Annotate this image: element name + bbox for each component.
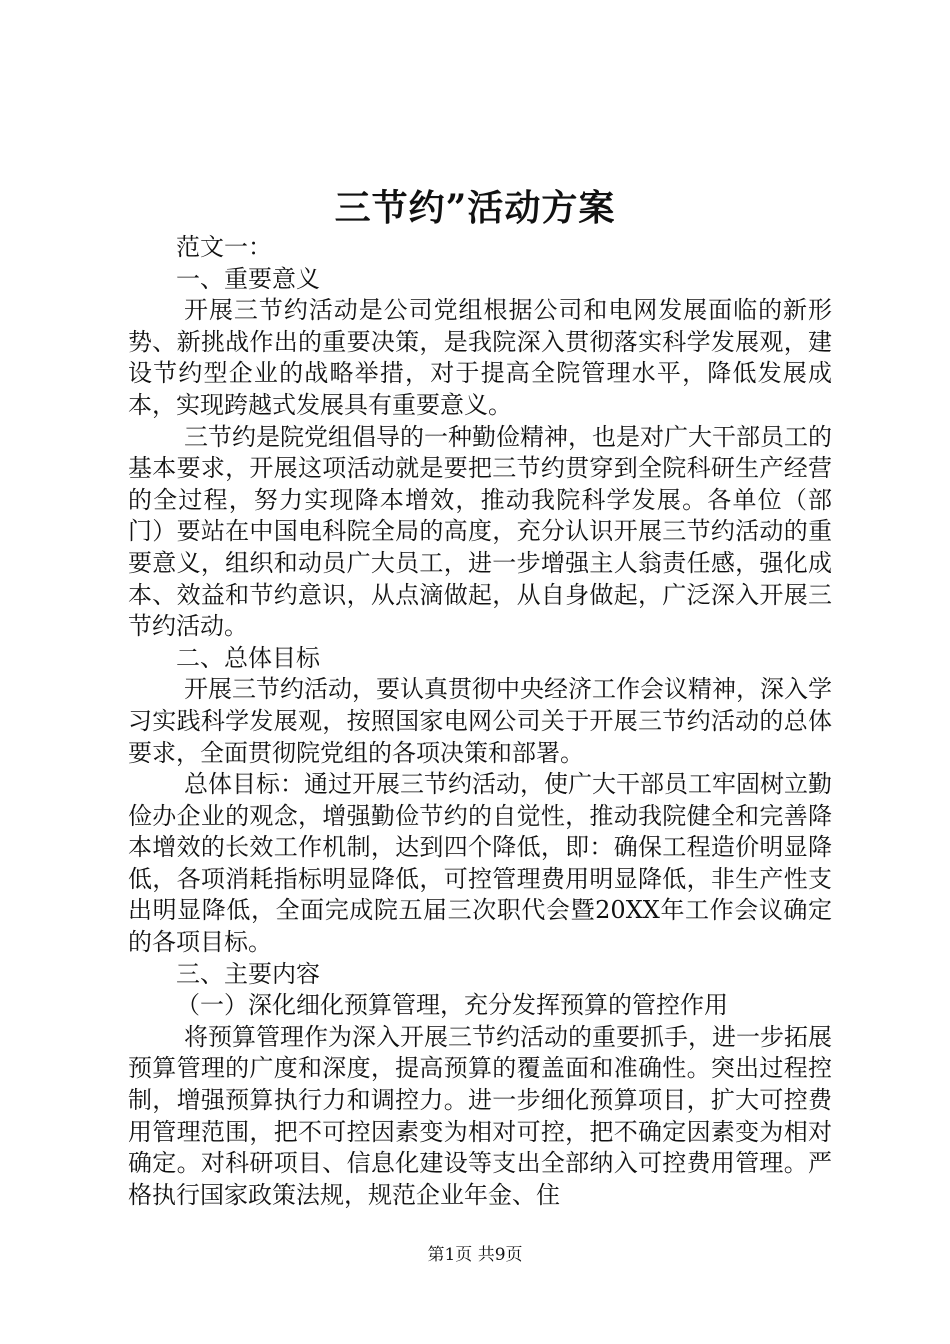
paragraph: 开展三节约活动是公司党组根据公司和电网发展面临的新形势、新挑战作出的重要决策，是我院深入贯彻落实科学发展观，建设节约型企业的战略举措，对于提高全院管理水平，降低发展成本，实现跨越式发展具有重要意义。: [128, 296, 832, 419]
paragraph: 范文一：: [176, 233, 272, 261]
paragraph: 将预算管理作为深入开展三节约活动的重要抓手，进一步拓展预算管理的广度和深度，提高预算的覆盖面和准确性。突出过程控制，增强预算执行力和调控力。进一步细化预算项目，扩大可控费用管理范围，把不可控因素变为相对可控，把不确定因素变为相对确定。对科研项目、信息化建设等支出全部纳入可控费用管理。严格执行国家政策法规，规范企业年金、住: [128, 1022, 832, 1209]
paragraph: 开展三节约活动，要认真贯彻中央经济工作会议精神，深入学习实践科学发展观，按照国家电网公司关于开展三节约活动的总体要求，全面贯彻院党组的各项决策和部署。: [128, 675, 832, 767]
section-heading: 三、主要内容: [176, 959, 320, 988]
section-heading: 二、总体目标: [176, 643, 320, 672]
paragraph: 总体目标：通过开展三节约活动，使广大干部员工牢固树立勤俭办企业的观念，增强勤俭节约的自觉性，推动我院健全和完善降本增效的长效工作机制，达到四个降低，即：确保工程造价明显降低，各项消耗指标明显降低，可控管理费用明显降低，非生产性支出明显降低，全面完成院五届三次职代会暨20XX年工作会议确定的各项目标。: [128, 770, 832, 957]
document-body: [128, 232, 832, 1211]
section-heading: 一、重要意义: [176, 264, 320, 293]
paragraph: 三节约是院党组倡导的一种勤俭精神，也是对广大干部员工的基本要求，开展这项活动就是要把三节约贯穿到全院科研生产经营的全过程，努力实现降本增效，推动我院科学发展。各单位（部门）要站在中国电科院全局的高度，充分认识开展三节约活动的重要意义，组织和动员广大员工，进一步增强主人翁责任感，强化成本、效益和节约意识，从点滴做起，从自身做起，广泛深入开展三节约活动。: [128, 422, 832, 641]
subsection-heading: （一）深化细化预算管理，充分发挥预算的管控作用: [176, 991, 728, 1020]
document-title: 三节约”活动方案: [334, 187, 616, 229]
page-footer: 第1页 共9页: [427, 1245, 523, 1265]
